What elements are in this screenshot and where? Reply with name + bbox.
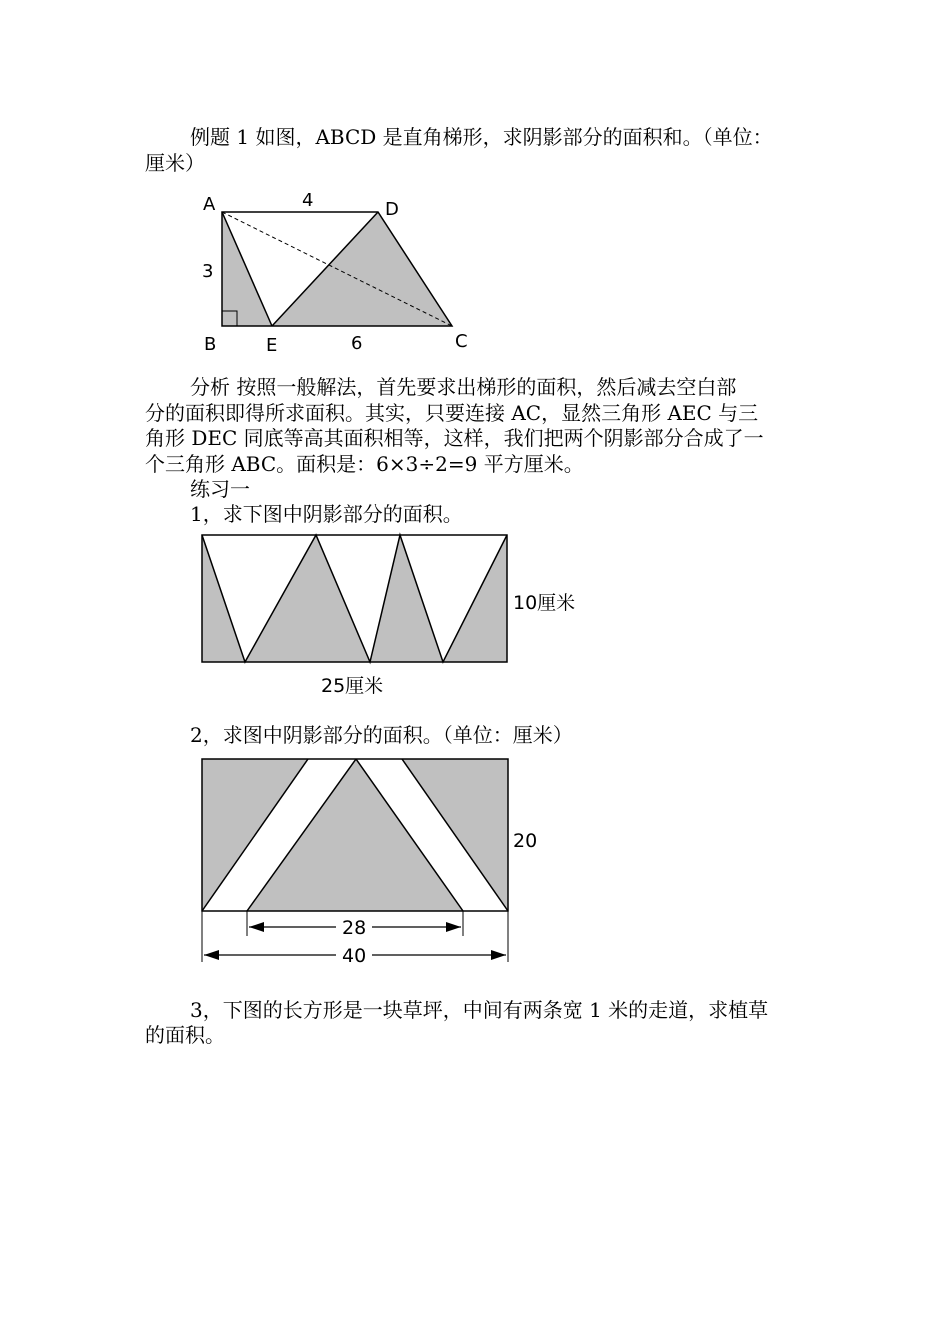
question3-line1: 3，下图的长方形是一块草坪，中间有两条宽 1 米的走道，求植草 [190,998,769,1022]
q2-inner-label: 28 [342,917,367,939]
analysis-line1: 分析 按照一般解法，首先要求出梯形的面积，然后减去空白部 [190,375,737,399]
question3-line2: 的面积。 [145,1023,225,1047]
label-c: C [455,331,468,352]
q1-height-label: 10厘米 [513,592,576,614]
label-left-length: 3 [202,261,214,282]
question2-text: 2，求图中阴影部分的面积。（单位：厘米） [190,723,573,747]
arrow-left-icon [204,950,219,960]
q1-width-label: 25厘米 [321,675,384,697]
label-b: B [204,334,217,355]
question1-text: 1，求下图中阴影部分的面积。 [190,502,463,526]
label-bottom-length: 6 [351,333,363,354]
label-e: E [266,335,278,356]
example1-line2: 厘米） [145,151,205,175]
label-top-length: 4 [302,190,314,211]
analysis-line2: 分的面积即得所求面积。其实，只要连接 AC，显然三角形 AEC 与三 [145,401,759,425]
practice-heading: 练习一 [190,477,250,501]
label-d: D [385,199,399,220]
arrow-right-icon [491,950,506,960]
analysis-line4: 个三角形 ABC。面积是：6×3÷2=9 平方厘米。 [145,452,584,476]
analysis-line3: 角形 DEC 同底等高其面积相等，这样，我们把两个阴影部分合成了一 [145,426,764,450]
question2-figure [195,752,555,970]
q2-height-label: 20 [513,830,538,852]
label-a: A [203,194,216,215]
example1-trapezoid-figure [190,185,490,360]
arrow-right-icon [446,922,461,932]
q2-outer-label: 40 [342,945,367,967]
example1-line1: 例题 1 如图，ABCD 是直角梯形，求阴影部分的面积和。（单位： [190,125,773,149]
arrow-left-icon [249,922,264,932]
question1-figure [195,528,595,698]
